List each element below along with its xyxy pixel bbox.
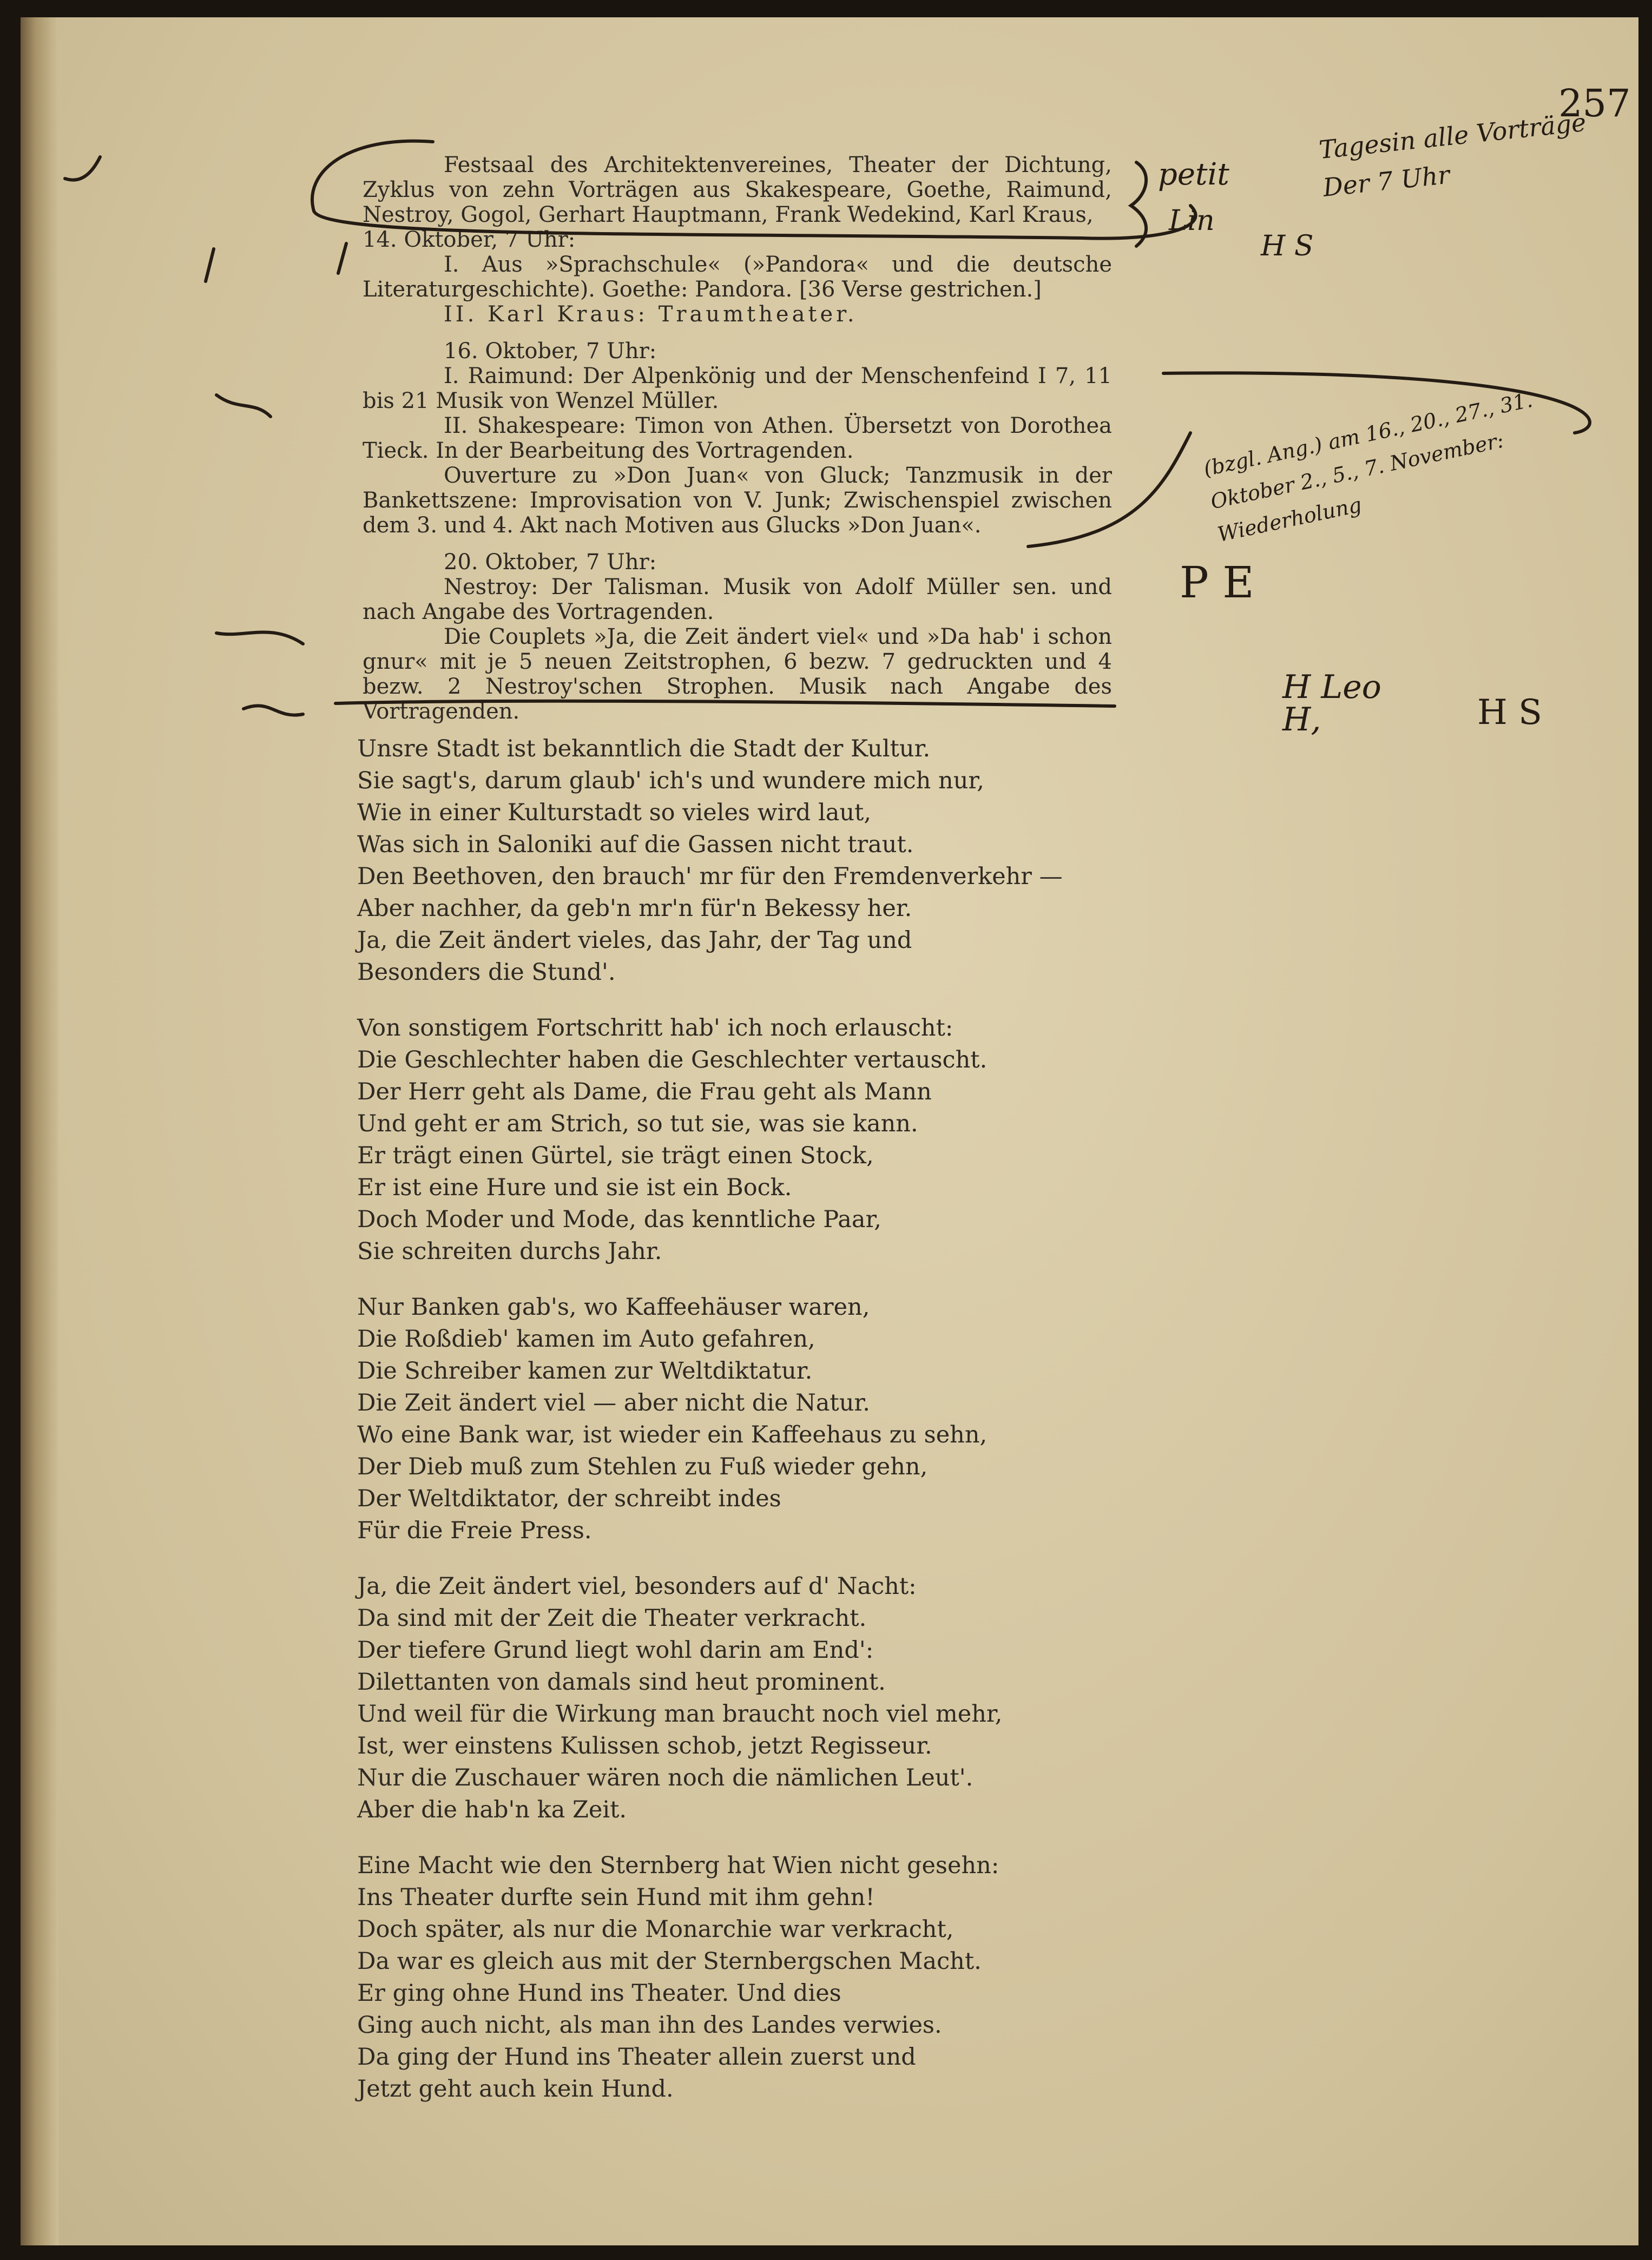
tick-mark-1 [65,157,100,180]
poem-line: Eine Macht wie den Sternberg hat Wien nicht gesehn: [357,1852,999,1879]
poem-line: Besonders die Stund'. [357,959,616,986]
annotation-hs-1: H S [1261,230,1314,262]
annotation-dates: (bzgl. Ang.) am 16., 20., 27., 31. Oktober 2., 5., 7. November: Wiederholung [1201,387,1535,547]
poem-line: Die Schreiber kamen zur Weltdiktatur. [357,1358,813,1385]
poem-line: Für die Freie Press. [357,1517,592,1544]
poem-line: Aber die hab'n ka Zeit. [357,1796,627,1823]
program-item-2a: I. Raimund: Der Alpenkönig und der Menschenfeind I 7, 11 bis 21 Musik von Wenzel Müller. [363,364,1112,413]
program-date-1: 14. Oktober, 7 Uhr: [363,227,576,252]
poem-line: Ging auch nicht, als man ihn des Landes verwies. [357,2012,942,2039]
poem-line: Da ging der Hund ins Theater allein zuerst und [357,2044,916,2071]
poem-line: Er ist eine Hure und sie ist ein Bock. [357,1174,792,1201]
poem-line: Da war es gleich aus mit der Sternbergschen Macht. [357,1948,982,1975]
poem-line: Die Geschlechter haben die Geschlechter vertauscht. [357,1046,988,1073]
annotation-lin: Lin [1169,205,1215,237]
brace-mark [1131,162,1146,246]
margin-mark-1 [216,395,271,417]
program-item-1a: I. Aus »Sprachschule« (»Pandora« und die deutsche Literaturgeschichte). Goethe: Pandora. [36 Verse gestrichen.] [363,252,1112,302]
poem-line: Sie sagt's, darum glaub' ich's und wundere mich nur, [357,767,984,794]
poem-line: Doch Moder und Mode, das kenntliche Paar, [357,1206,881,1233]
poem-line: Wie in einer Kulturstadt so vieles wird laut, [357,799,871,826]
tick-mark-2 [206,249,214,281]
program-item-3b: Die Couplets »Ja, die Zeit ändert viel« und »Da hab' i schon gnur« mit je 5 neuen Zeitstrophen, 6 bezw. 7 gedruckten und 4 bezw. 2 Nestroy'schen Strophen. Musik nach Angabe des Vortragenden. [363,624,1112,724]
poem-line: Da sind mit der Zeit die Theater verkracht. [357,1605,867,1632]
tick-mark-3 [338,243,346,273]
poem-line: Wo eine Bank war, ist wieder ein Kaffeehaus zu sehn, [357,1421,988,1448]
loop-mark [312,141,1196,239]
poem-line: Der Weltdiktator, der schreibt indes [357,1485,781,1512]
program-item-3a: Nestroy: Der Talisman. Musik von Adolf Müller sen. und nach Angabe des Vortragenden. [363,575,1112,624]
poem-line: Die Roßdieb' kamen im Auto gefahren, [357,1326,815,1353]
margin-mark-3 [243,706,303,715]
poem-line: Der Herr geht als Dame, die Frau geht als Mann [357,1078,932,1105]
poem-line: Ins Theater durfte sein Hund mit ihm gehn! [357,1884,875,1911]
poem-line: Jetzt geht auch kein Hund. [357,2075,674,2103]
poem-line: Doch später, als nur die Monarchie war verkracht, [357,1916,954,1943]
poem-line: Dilettanten von damals sind heut prominent. [357,1669,886,1696]
poem-line: Ja, die Zeit ändert vieles, das Jahr, der Tag und [357,927,912,954]
poem-line: Ja, die Zeit ändert viel, besonders auf d' Nacht: [357,1573,917,1600]
poem-line: Sie schreiten durchs Jahr. [357,1238,662,1265]
program-intro: Festsaal des Architektenvereines, Theater der Dichtung, Zyklus von zehn Vorträgen aus Skakespeare, Goethe, Raimund, Nestroy, Gogol, Gerhart Hauptmann, Frank Wedekind, Karl Kraus, [363,153,1112,227]
poem-line: Aber nachher, da geb'n mr'n für'n Bekessy her. [357,895,912,922]
poem-line: Und weil für die Wirkung man braucht noch viel mehr, [357,1701,1003,1728]
annotation-petit: petit [1158,157,1229,192]
page-number: 257 [1558,81,1631,126]
program-item-2c: Ouverture zu »Don Juan« von Gluck; Tanzmusik in der Bankettszene: Improvisation von V. Junk; Zwischenspiel zwischen dem 3. und 4. Akt nach Motiven aus Glucks »Don Juan«. [363,463,1112,538]
poem-line: Nur die Zuschauer wären noch die nämlichen Leut'. [357,1764,973,1791]
poem-line: Unsre Stadt ist bekanntlich die Stadt der Kultur. [357,735,931,762]
poem-line: Er ging ohne Hund ins Theater. Und dies [357,1980,841,2007]
poem-line: Was sich in Saloniki auf die Gassen nicht traut. [357,831,914,858]
program-item-1b: II. Karl Kraus: Traumtheater. [444,302,858,327]
annotation-top-right: Tagesin alle Vorträge Der 7 Uhr [1317,107,1588,202]
bracket-mark-1 [1163,373,1590,433]
program-item-2b: II. Shakespeare: Timon von Athen. Übersetzt von Dorothea Tieck. In der Bearbeitung des Vortragenden. [363,413,1112,463]
poem-line: Ist, wer einstens Kulissen schob, jetzt Regisseur. [357,1732,932,1760]
annotation-hbr: H Leo H, [1282,668,1381,739]
poem-line: Er trägt einen Gürtel, sie trägt einen Stock, [357,1142,874,1169]
program-date-3: 20. Oktober, 7 Uhr: [444,550,657,575]
program-date-2: 16. Oktober, 7 Uhr: [444,339,657,364]
poem-line: Und geht er am Strich, so tut sie, was sie kann. [357,1110,918,1137]
annotation-pe: P E [1180,557,1254,608]
poem-line: Die Zeit ändert viel — aber nicht die Natur. [357,1389,870,1416]
annotation-hs-2: H S [1477,693,1542,733]
poem-line: Der Dieb muß zum Stehlen zu Fuß wieder gehn, [357,1453,928,1480]
margin-mark-2 [216,632,303,644]
poem-line: Von sonstigem Fortschritt hab' ich noch erlauscht: [357,1014,953,1042]
underline-mark [335,701,1115,706]
poem-line: Nur Banken gab's, wo Kaffeehäuser waren, [357,1294,870,1321]
bracket-mark-2 [1028,433,1190,546]
poem-line: Den Beethoven, den brauch' mr für den Fremdenverkehr — [357,863,1063,890]
poem-line: Der tiefere Grund liegt wohl darin am End': [357,1637,874,1664]
